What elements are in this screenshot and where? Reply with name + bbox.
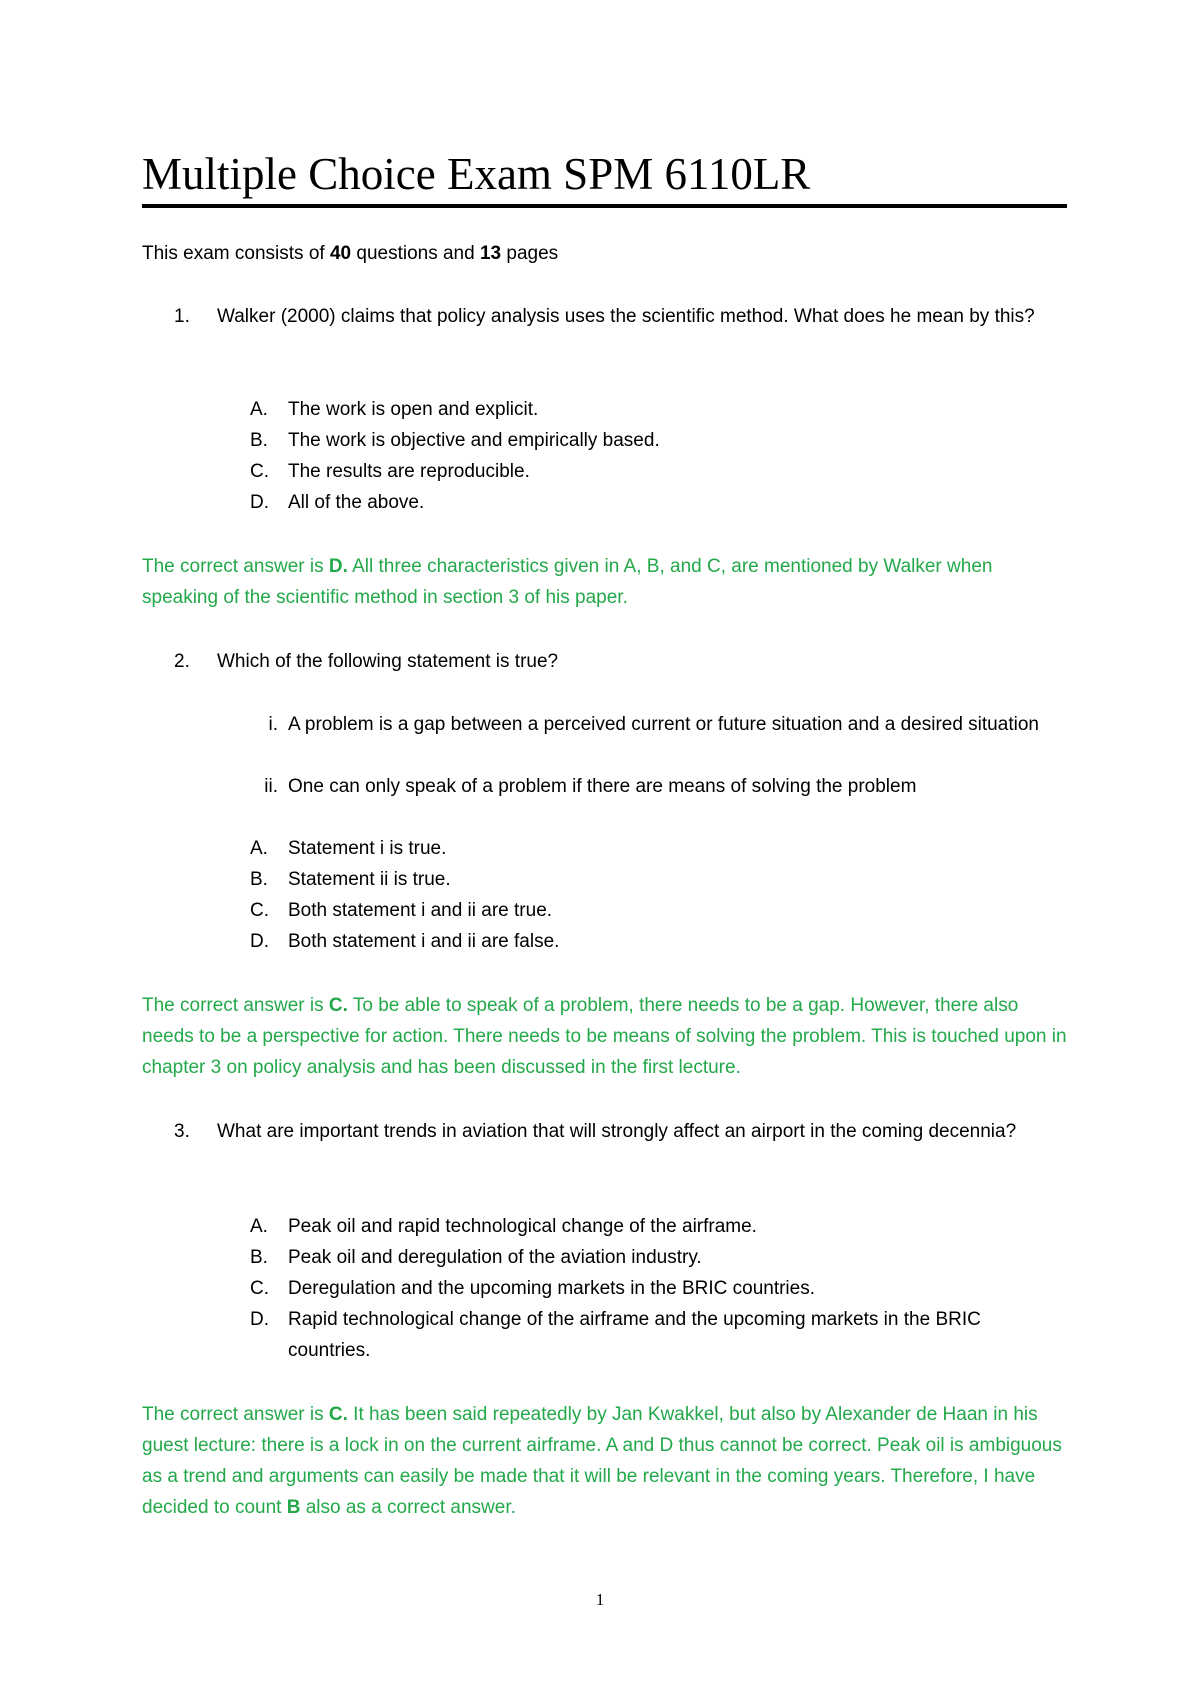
option-letter: B. xyxy=(250,1247,268,1268)
answer-explanation-end: also as a correct answer. xyxy=(300,1497,516,1518)
option-c xyxy=(250,456,1050,487)
question-number: 2. xyxy=(174,651,190,672)
page-title: Multiple Choice Exam SPM 6110LR xyxy=(142,149,811,199)
intro-middle: questions and xyxy=(351,243,480,264)
exam-intro xyxy=(142,238,558,269)
option-a xyxy=(250,394,1050,425)
option-text: The work is objective and empirically based. xyxy=(288,430,660,451)
answer-explanation-text: It has been said repeatedly by Jan Kwakkel, but also by Alexander de Haan in his guest lecture: there is a lock in on the current airframe. A and D thus cannot be correct. Peak oil is ambiguous as a trend and arguments can easily be made that it will be relevant in the coming years. Therefore, I have decided to count xyxy=(142,1404,1062,1518)
option-text: Both statement i and ii are true. xyxy=(288,900,553,921)
option-letter: B. xyxy=(250,869,268,890)
statement-numeral: i. xyxy=(268,714,278,735)
option-d xyxy=(250,1304,1050,1366)
question-1-options xyxy=(250,394,1050,518)
option-c xyxy=(250,895,1050,926)
question-number: 3. xyxy=(174,1121,190,1142)
option-text: Deregulation and the upcoming markets in the BRIC countries. xyxy=(288,1278,815,1299)
intro-prefix: This exam consists of xyxy=(142,243,330,264)
option-c xyxy=(250,1273,1050,1304)
intro-suffix: pages xyxy=(501,243,559,264)
option-text: Peak oil and rapid technological change of the airframe. xyxy=(288,1216,757,1237)
question-count: 40 xyxy=(329,243,352,264)
answer-explanation-2 xyxy=(142,990,1072,1083)
statement-text: One can only speak of a problem if there are means of solving the problem xyxy=(288,776,917,797)
option-letter: C. xyxy=(250,900,269,921)
answer-prefix: The correct answer is xyxy=(142,556,329,577)
option-letter: D. xyxy=(250,492,269,513)
option-letter: D. xyxy=(250,931,269,952)
statement-numeral: ii. xyxy=(264,776,278,797)
answer-prefix: The correct answer is xyxy=(142,1404,329,1425)
option-text: Rapid technological change of the airframe and the upcoming markets in the BRIC countries. xyxy=(288,1309,981,1361)
option-text: Peak oil and deregulation of the aviation industry. xyxy=(288,1247,702,1268)
answer-explanation-text: All three characteristics given in A, B, and C, are mentioned by Walker when speaking of the scientific method in section 3 of his paper. xyxy=(142,556,993,608)
answer-letter: C. xyxy=(328,995,348,1016)
option-text: The work is open and explicit. xyxy=(288,399,539,420)
option-letter: D. xyxy=(250,1309,269,1330)
answer-explanation-1 xyxy=(142,551,1072,613)
option-text: Statement i is true. xyxy=(288,838,447,859)
question-3-options xyxy=(250,1211,1050,1366)
option-text: Both statement i and ii are false. xyxy=(288,931,560,952)
option-a xyxy=(250,1211,1050,1242)
option-a xyxy=(250,833,1050,864)
option-d xyxy=(250,487,1050,518)
option-letter: C. xyxy=(250,1278,269,1299)
statement-ii xyxy=(250,771,1050,802)
question-number: 1. xyxy=(174,306,190,327)
option-letter: C. xyxy=(250,461,269,482)
option-text: The results are reproducible. xyxy=(288,461,530,482)
option-letter: A. xyxy=(250,1216,268,1237)
statement-text: A problem is a gap between a perceived current or future situation and a desired situation xyxy=(288,714,1039,735)
option-b xyxy=(250,425,1050,456)
option-text: Statement ii is true. xyxy=(288,869,451,890)
option-letter: A. xyxy=(250,838,268,859)
option-letter: B. xyxy=(250,430,268,451)
page-count: 13 xyxy=(479,243,502,264)
question-text: Walker (2000) claims that policy analysis uses the scientific method. What does he mean by this? xyxy=(217,306,1035,327)
answer-letter: D. xyxy=(328,556,348,577)
option-text: All of the above. xyxy=(288,492,425,513)
question-2-options xyxy=(250,833,1050,957)
option-b xyxy=(250,864,1050,895)
option-letter: A. xyxy=(250,399,268,420)
title-underline xyxy=(142,204,1067,208)
page-number: 1 xyxy=(595,1590,605,1609)
question-2-statements xyxy=(250,709,1050,802)
answer-explanation-text: To be able to speak of a problem, there needs to be a gap. However, there also needs to be a perspective for action. There needs to be means of solving the problem. This is touched upon in chapter 3 on policy analysis and has been discussed in the first lecture. xyxy=(142,995,1067,1078)
question-text: What are important trends in aviation that will strongly affect an airport in the coming decennia? xyxy=(217,1121,1017,1142)
question-text: Which of the following statement is true? xyxy=(217,651,559,672)
option-d xyxy=(250,926,1050,957)
answer-explanation-3 xyxy=(142,1399,1072,1523)
answer-prefix: The correct answer is xyxy=(142,995,329,1016)
option-b xyxy=(250,1242,1050,1273)
statement-i xyxy=(250,709,1050,771)
answer-bold-letter: B xyxy=(286,1497,301,1518)
answer-letter: C. xyxy=(328,1404,348,1425)
